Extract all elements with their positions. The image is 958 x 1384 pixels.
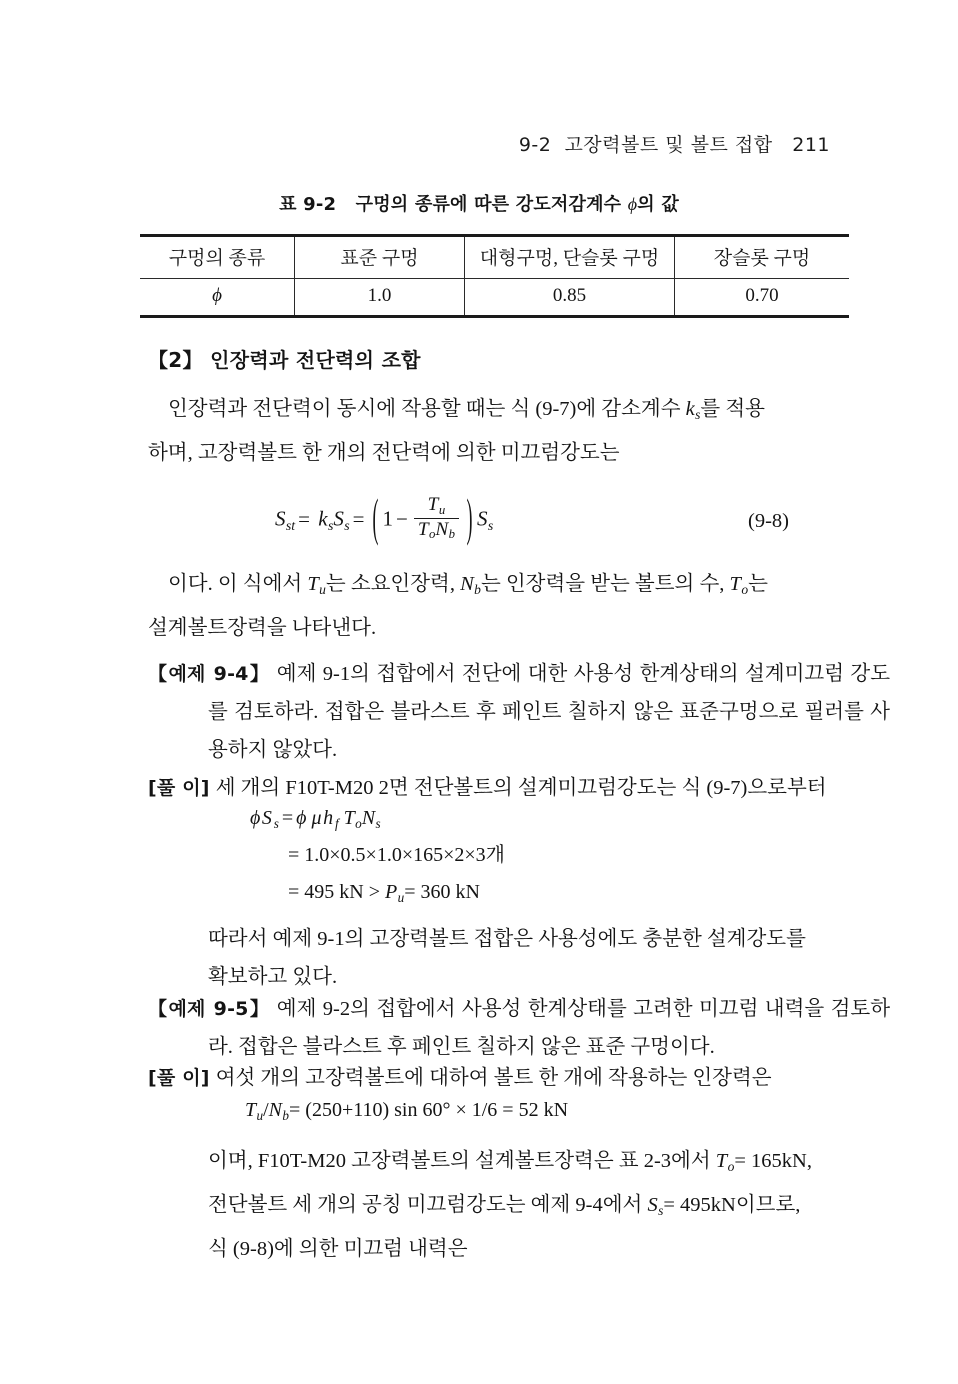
eq98-one: 1: [382, 506, 393, 531]
h-subscript: f: [334, 815, 339, 831]
Pu-value: = 360 kN: [404, 881, 480, 903]
eq98-equals-1: =: [298, 506, 310, 531]
table-header-cell: 구멍의 종류: [140, 236, 295, 279]
intro-text-b: 를 적용: [700, 398, 765, 420]
eq98-tail-S-sub: s: [487, 517, 494, 533]
post-equation-paragraph: [148, 565, 830, 647]
Ss-subscript-2: s: [658, 1202, 664, 1218]
solution-9-4-tag: [풀 이]: [148, 777, 210, 799]
eq98-Tu: T: [427, 494, 439, 516]
To-symbol: T: [729, 573, 741, 595]
phi-symbol: ϕ: [250, 807, 261, 829]
Nb-symbol-2: N: [268, 1099, 283, 1121]
closing-text-c: 전단볼트 세 개의 공칭 미끄럼강도는 예제 9-4에서: [208, 1193, 648, 1216]
table-row-label: ϕ: [140, 279, 295, 317]
solution-9-5-equation: [245, 1100, 568, 1122]
eq98-numerator: [414, 495, 459, 517]
eq98-Ss-sub: s: [344, 517, 350, 533]
intro-text-c: 하며, 고장력볼트 한 개의 전단력에 의한 미끄럼강도는: [148, 441, 620, 464]
To-subscript-2: o: [727, 1158, 735, 1174]
ks-subscript: s: [695, 406, 701, 422]
Nb-symbol: N: [460, 573, 474, 595]
T-symbol: T: [343, 807, 355, 829]
h-symbol: h: [323, 807, 334, 829]
eq98-S-sub: st: [285, 517, 296, 533]
example-9-4-body: 예제 9-1의 접합에서 전단에 대한 사용성 한계상태의 설계미끄럼 강도를 검토하라. 접합은 블라스트 후 페인트 칠하지 않은 표준구멍으로 필러를 사용하지 않았다.: [208, 663, 891, 761]
table-cell: 1.0: [295, 279, 465, 317]
S-subscript: s: [273, 815, 279, 831]
closing-text-b: = 165kN,: [734, 1150, 812, 1172]
eq98-Tu-sub: u: [438, 503, 446, 518]
Tu-symbol: T: [307, 573, 319, 595]
post-eq-text-e: 설계볼트장력을 나타낸다.: [148, 616, 377, 639]
solution-9-5: [148, 1059, 830, 1097]
example-9-4: [148, 655, 890, 769]
eq98-S: S: [275, 506, 286, 531]
solution-9-4: [148, 769, 830, 807]
strength-reduction-table: [140, 234, 849, 318]
equation-number-9-8: (9-8): [748, 510, 789, 532]
conclusion-line-2: 확보하고 있다.: [208, 966, 338, 988]
post-eq-text-b: 는 소요인장력,: [325, 573, 461, 595]
eq98-fraction: [414, 495, 459, 541]
running-header: 9-2 고장력볼트 및 볼트 접합 211: [518, 134, 830, 156]
Tu-symbol-2: T: [245, 1099, 257, 1121]
post-eq-text-c: 는 인장력을 받는 볼트의 수,: [480, 573, 730, 595]
table-caption-suffix: 의 값: [637, 194, 679, 215]
division-slash: /: [263, 1099, 269, 1121]
eq98-To-sub: o: [428, 527, 436, 542]
eq98-open-paren: (: [372, 487, 378, 547]
intro-text-a: 인장력과 전단력이 동시에 작용할 때는 식 (9-7)에 감소계수: [168, 398, 686, 420]
closing-paragraph: [208, 1142, 830, 1268]
closing-text-a: 이며, F10T-M20 고장력볼트의 설계볼트장력은 표 2-3에서: [208, 1150, 716, 1172]
eq98-Ss: S: [333, 506, 344, 531]
mu-symbol: μ: [311, 807, 322, 829]
example-9-5: [148, 990, 890, 1066]
conclusion-line-1: 따라서 예제 9-1의 고장력볼트 접합은 사용성에도 충분한 설계강도를: [208, 928, 806, 950]
eq98-denominator: [414, 518, 459, 541]
solution-9-4-equation-line-1: [250, 808, 381, 830]
T-subscript: o: [355, 815, 362, 831]
Nb-subscript-2: b: [282, 1107, 289, 1123]
section-heading: 【2】 인장력과 전단력의 조합: [148, 348, 421, 372]
S-symbol: S: [261, 807, 272, 829]
closing-text-d: = 495kN이므로,: [663, 1193, 801, 1216]
table-header-cell: 표준 구멍: [295, 236, 465, 279]
N-symbol: N: [361, 807, 376, 829]
table-caption: [0, 190, 958, 216]
N-subscript: s: [375, 815, 381, 831]
eq98-Nb-sub: b: [448, 527, 456, 542]
example-9-4-tag: 【예제 9-4】: [148, 663, 271, 685]
result-value: = 495 kN >: [288, 881, 381, 903]
table-header-cell: 대형구멍, 단슬롯 구멍: [465, 236, 675, 279]
Tu-subscript: u: [319, 581, 326, 597]
eq98-equals-2: =: [352, 506, 365, 531]
equals-sign: =: [281, 807, 294, 829]
table-caption-prefix: 표 9-2 구멍의 종류에 따른 강도저감계수: [279, 194, 628, 215]
solution-9-4-body: 세 개의 F10T-M20 2면 전단볼트의 설계미끄럼강도는 식 (9-7)으로부터: [215, 777, 827, 799]
example-9-5-body: 예제 9-2의 접합에서 사용성 한계상태를 고려한 미끄럼 내력을 검토하라. 접합은 블라스트 후 페인트 칠하지 않은 표준 구멍이다.: [208, 998, 891, 1058]
intro-paragraph: [148, 390, 830, 472]
solution-9-4-equation-line-3: [288, 882, 480, 904]
Ss-symbol-2: S: [647, 1193, 658, 1216]
eq98-Nb: N: [435, 518, 449, 540]
Pu-subscript: u: [397, 889, 405, 905]
ks-symbol: k: [685, 398, 695, 420]
tension-calculation: = (250+110) sin 60° × 1/6 = 52 kN: [289, 1099, 569, 1121]
solution-9-4-equation-line-2: = 1.0×0.5×1.0×165×2×3개: [288, 844, 505, 866]
solution-9-5-tag: [풀 이]: [148, 1067, 210, 1089]
eq98-minus: −: [396, 506, 408, 531]
conclusion-9-4: [208, 920, 830, 996]
table-header-row: [140, 236, 849, 279]
table-row: [140, 279, 849, 317]
eq98-close-paren: ): [466, 487, 473, 547]
example-9-5-tag: 【예제 9-5】: [148, 998, 271, 1020]
eq98-k: k: [318, 506, 328, 531]
phi-symbol-icon: ϕ: [627, 194, 638, 214]
To-symbol-2: T: [715, 1150, 728, 1172]
To-subscript: o: [741, 581, 749, 597]
post-eq-text-d: 는: [748, 573, 768, 595]
table-cell: 0.85: [465, 279, 675, 317]
equation-9-8: [275, 487, 494, 547]
table-header-cell: 장슬롯 구멍: [713, 248, 811, 269]
eq98-tail-S: S: [477, 506, 488, 531]
post-eq-text-a: 이다. 이 식에서: [168, 573, 308, 595]
closing-text-e: 식 (9-8)에 의한 미끄럼 내력은: [208, 1237, 468, 1260]
eq98-k-sub: s: [327, 517, 334, 533]
Tu-subscript-2: u: [256, 1107, 264, 1123]
solution-9-5-body: 여섯 개의 고장력볼트에 대하여 볼트 한 개에 작용하는 인장력은: [215, 1067, 772, 1089]
eq98-To: T: [417, 518, 429, 540]
table-cell: 0.70: [745, 285, 779, 306]
Nb-subscript: b: [474, 581, 481, 597]
phi-symbol-2: ϕ: [296, 807, 307, 829]
Pu-symbol: P: [385, 881, 398, 903]
